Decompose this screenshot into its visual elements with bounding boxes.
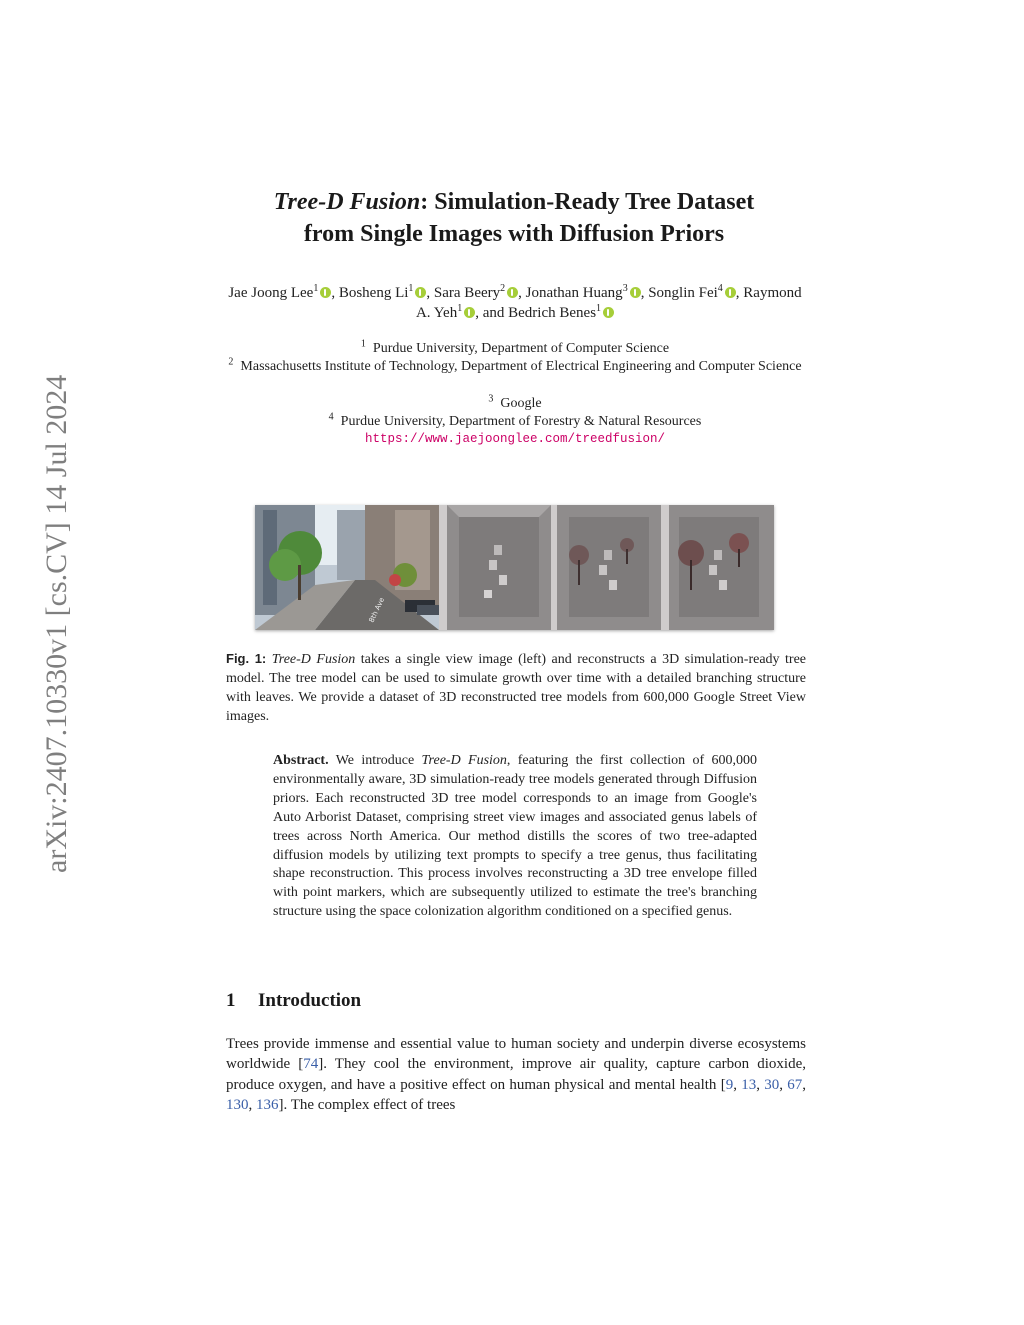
citation-link[interactable]: 30 — [764, 1076, 780, 1093]
citation-separator: , — [756, 1076, 765, 1093]
author-name: Jonathan Huang — [525, 285, 623, 301]
caption-label: Fig. 1: — [226, 651, 267, 666]
abstract-text: , featuring the first collection of 600,000 environmentally aware, 3D simulation-ready tree models generated through Diffusion priors. Each reconstructed 3D tree model corresponds to an image from Google's Auto Arborist Dataset, comprising street view images and associated genus labels of trees across North America. Our method distills the scores of two tree-adapted diffusion models by utilizing text prompts to specify a tree genus, thus facilitating shape reconstruction. This process involves reconstructing a 3D tree envelope filled with point markers, which are subsequently utilized to estimate the tree's branching structure using the space colonization algorithm conditioned on a specified genus. — [273, 753, 757, 920]
affil-num: 4 — [328, 411, 334, 423]
title-italic: Tree-D Fusion — [273, 189, 421, 215]
affiliation-2 — [225, 358, 805, 376]
author-affil-mark: 2 — [500, 283, 506, 294]
intro-text: Trees provide immense and essential value to human society and underpin diverse ecosystems worldwide [ — [226, 1036, 806, 1073]
tree-render-panels — [439, 505, 774, 630]
orcid-icon[interactable] — [415, 287, 426, 298]
project-url-link[interactable]: https://www.jaejoonglee.com/treedfusion/ — [364, 432, 666, 446]
affil-num: 2 — [228, 356, 234, 368]
title-line1: : Simulation-Ready Tree Dataset — [420, 189, 755, 215]
citation-link[interactable]: 130 — [226, 1096, 249, 1113]
author-name: Bedrich Benes — [508, 305, 597, 321]
section-heading — [226, 990, 361, 1012]
citation-link[interactable]: 13 — [741, 1076, 757, 1093]
abstract-text-pre: We introduce — [328, 753, 422, 768]
orcid-icon[interactable] — [630, 287, 641, 298]
affil-num: 3 — [488, 393, 494, 405]
orcid-icon[interactable] — [507, 287, 518, 298]
abstract-label: Abstract. — [273, 753, 329, 768]
street-view-image — [255, 505, 439, 630]
caption-italic: Tree-D Fusion — [271, 652, 356, 667]
citation-separator: , — [779, 1076, 788, 1093]
citation-link[interactable]: 74 — [303, 1056, 319, 1073]
author-affil-mark: 1 — [313, 283, 319, 294]
citation-link[interactable]: 9 — [725, 1076, 734, 1093]
author-name: Songlin Fei — [648, 285, 718, 301]
author-affil-mark: 1 — [596, 303, 602, 314]
author-affil-mark: 1 — [408, 283, 414, 294]
figure-caption — [226, 649, 806, 726]
citation-separator: , — [802, 1076, 807, 1093]
orcid-icon[interactable] — [320, 287, 331, 298]
citation-separator: , — [248, 1096, 256, 1113]
author-name: Raymond A. Yeh — [415, 285, 802, 321]
intro-text: ]. The complex effect of trees — [278, 1096, 456, 1113]
affil-text: Purdue University, Department of Forestry & Natural Resources — [340, 414, 702, 429]
affiliation-3 — [225, 395, 805, 413]
affil-text: Google — [500, 396, 542, 411]
author-affil-mark: 1 — [457, 303, 463, 314]
author-affil-mark: 4 — [717, 283, 723, 294]
author-name: Sara Beery — [433, 285, 501, 301]
street-sign-text: 8th Ave — [367, 596, 387, 624]
paper-title — [200, 186, 828, 250]
orcid-icon[interactable] — [725, 287, 736, 298]
affil-text: Massachusetts Institute of Technology, Department of Electrical Engineering and Computer Science — [240, 359, 802, 374]
title-line2: from Single Images with Diffusion Priors — [303, 221, 725, 247]
intro-paragraph — [226, 1034, 806, 1115]
section-title: Introduction — [258, 990, 362, 1011]
abstract-italic: Tree-D Fusion — [421, 753, 507, 768]
arxiv-side-label: arXiv:2407.10330v1 [cs.CV] 14 Jul 2024 — [40, 374, 73, 873]
author-affil-mark: 3 — [622, 283, 628, 294]
orcid-icon[interactable] — [603, 307, 614, 318]
affiliation-1 — [225, 340, 805, 358]
orcid-icon[interactable] — [464, 307, 475, 318]
affil-text: Purdue University, Department of Computer Science — [372, 341, 670, 356]
affiliation-4 — [225, 413, 805, 431]
teaser-figure — [255, 505, 774, 630]
caption-text: takes a single view image (left) and reconstructs a 3D simulation-ready tree model. The tree model can be used to simulate growth over time with a detailed branching structure with leaves. We provide a dataset of 3D reconstructed tree models from 600,000 Google Street View images. — [226, 652, 807, 724]
affil-num: 1 — [360, 338, 366, 350]
author-name: Jae Joong Lee — [228, 285, 314, 301]
intro-text: ]. They cool the environment, improve air quality, capture carbon dioxide, produce oxygen, and have a positive effect on human physical and mental health [ — [226, 1056, 806, 1093]
citation-link[interactable]: 67 — [787, 1076, 803, 1093]
author-list: Jae Joong Lee$^1$ , Bosheng Li$^1$ , Sara Beery$^2$ , Jonathan Huang$^3$ , Songlin Fei$^4$ , Raymond A. Yeh$^1$ , and Bedrich Benes$^1$ — [228, 283, 802, 321]
author-name: Bosheng Li — [338, 285, 409, 301]
citation-separator: , — [733, 1076, 742, 1093]
citation-link[interactable]: 136 — [256, 1096, 279, 1113]
section-number: 1 — [226, 990, 236, 1011]
abstract — [273, 752, 757, 922]
